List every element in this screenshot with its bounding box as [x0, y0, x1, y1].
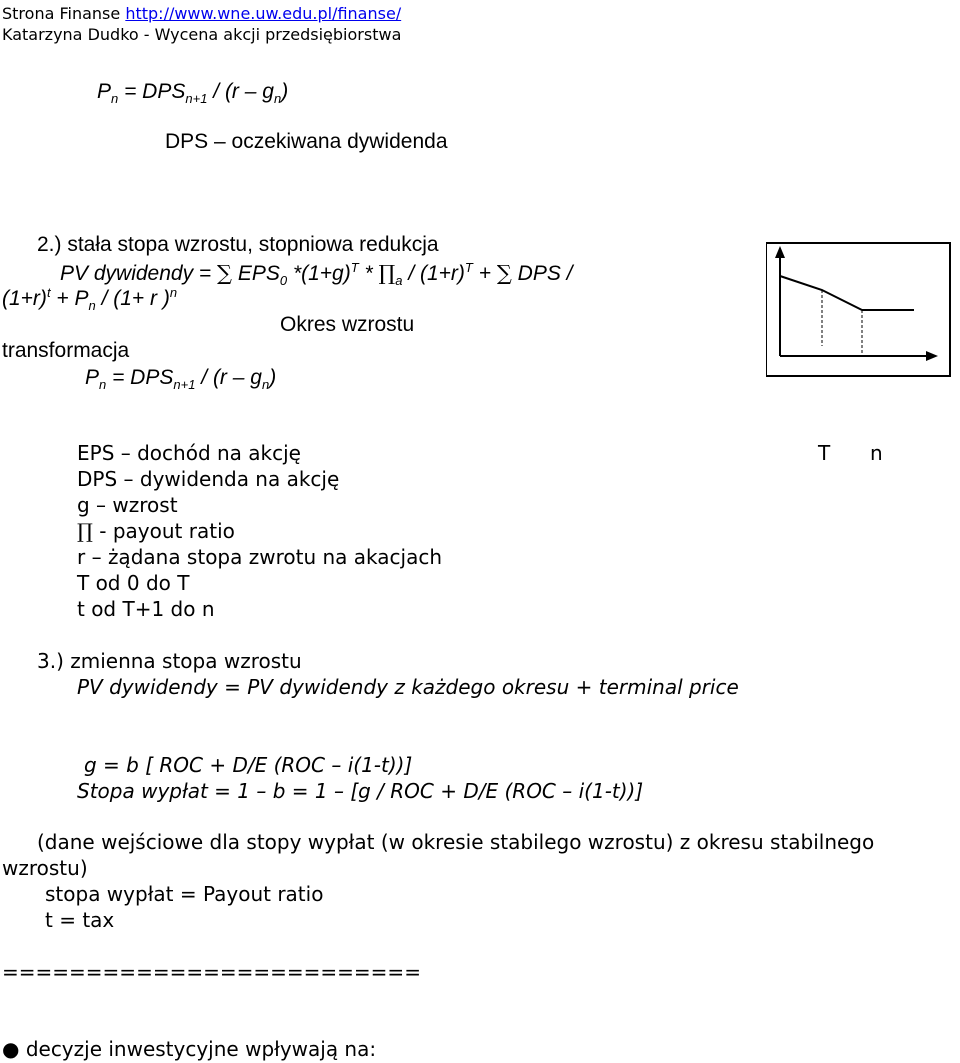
tax-definition: t = tax: [45, 908, 115, 932]
growth-curve: [780, 276, 914, 310]
def-pi: ∏ - payout ratio: [77, 519, 235, 543]
stopa-formula: Stopa wypłat = 1 – b = 1 – [g / ROC + D/E (ROC – i(1-t))]: [77, 779, 644, 803]
formula-pn-2: $P_n = DPS_{n+1} / (r - g_n)$: [85, 366, 277, 393]
pv-terminal-formula: PV dywidendy = PV dywidendy z każdego okresu + terminal price: [77, 675, 739, 699]
dps-definition: DPS – oczekiwana dywidenda: [165, 130, 448, 153]
bullet-item: ● decyzje inwestycyjne wpływają na:: [2, 1037, 377, 1061]
pv-formula-line1: PV dywidendy = ∑ $EPS_0$ $*(1+g)^T$ * $\prod_a / (1+r)^T$ + ∑ DPS /: [60, 260, 573, 289]
growth-diagram: [766, 242, 952, 378]
formula-pn-1: $P_n = DPS_{n+1} / (r - g_n)$: [97, 80, 289, 107]
pi-icon: ∏: [77, 519, 93, 543]
note-line1: (dane wejściowe dla stopy wypłat (w okresie stabilego wzrostu) z okresu stabilnego: [37, 830, 875, 854]
okres-wzrostu-label: Okres wzrostu: [280, 313, 415, 336]
site-label: Strona Finanse: [2, 4, 121, 23]
def-g: g – wzrost: [77, 493, 178, 517]
pv-formula-line2: $(1+r)^t + P_n / (1+ r$ )$^n$: [2, 285, 178, 314]
def-T: T od 0 do T: [77, 571, 190, 595]
def-eps: EPS – dochód na akcję: [77, 441, 301, 465]
section2-title: 2.) stała stopa wzrostu, stopniowa redukcja: [37, 233, 439, 256]
g-formula: g = b [ ROC + D/E (ROC – i(1-t))]: [84, 753, 413, 777]
transformacja-label: transformacja: [2, 339, 130, 362]
y-axis-arrowhead: [775, 246, 785, 258]
payout-definition: stopa wypłat = Payout ratio: [45, 882, 324, 906]
def-t: t od T+1 do n: [77, 597, 215, 621]
diagram-label-n: n: [870, 441, 883, 465]
document-title: Katarzyna Dudko - Wycena akcji przedsiębiorstwa: [2, 25, 402, 44]
diagram-label-T: T: [818, 441, 831, 465]
bullet-icon: ●: [2, 1037, 20, 1061]
page-header-line1: [2, 3, 401, 24]
def-r: r – żądana stopa zwrotu na akacjach: [77, 545, 442, 569]
separator: =========================: [2, 960, 421, 984]
site-link[interactable]: http://www.wne.uw.edu.pl/finanse/: [125, 4, 402, 23]
section3-title: 3.) zmienna stopa wzrostu: [37, 649, 302, 673]
x-axis-arrowhead: [926, 351, 938, 361]
note-line2: wzrostu): [2, 856, 88, 880]
def-dps: DPS – dywidenda na akcję: [77, 467, 340, 491]
